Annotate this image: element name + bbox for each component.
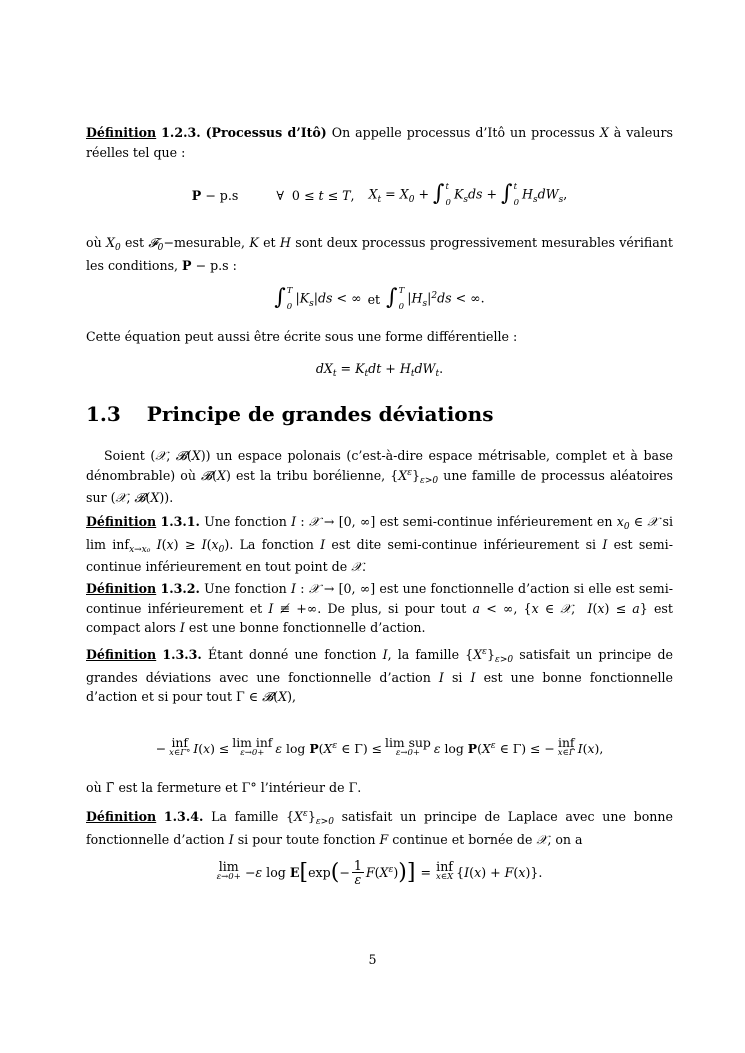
text: si lim inf bbox=[86, 514, 673, 552]
text: sont deux processus progressivement mesurables vérifiant les conditions, bbox=[86, 235, 673, 273]
definition-1-3-4: Définition 1.3.4. La famille $\{X^\varepsilon\}_{\varepsilon>0}$ satisfait un principe de Laplace avec une bonne fonctionnelle d’action I si pour toute fonction F continue et bornée de 𝒳, on a bbox=[86, 809, 673, 847]
text: Étant donné une fonction bbox=[207, 647, 377, 662]
text: est une bonne fonctionnelle d’action. bbox=[188, 620, 426, 635]
equation-laplace: lim ε→0+ −ε log E [ exp ( − $\frac{1}{\varepsilon}$ $F(X^\varepsilon)$ ) ] = inf x∈X {I(x) + F(x)}. bbox=[216, 857, 543, 887]
text: satisfait un principe de grandes déviations avec une fonctionnelle d’action bbox=[86, 647, 673, 685]
text: , on a bbox=[547, 831, 583, 847]
definition-label: Définition bbox=[86, 809, 157, 824]
definition-label: Définition bbox=[86, 581, 157, 596]
text: est une fonctionnelle d’action si elle est semi-continue inférieurement et bbox=[86, 581, 673, 616]
text: si pour toute fonction bbox=[237, 831, 376, 847]
definition-1-3-3: Définition 1.3.3. Étant donné une fonction I, la famille $\{X^\varepsilon\}_{\varepsilon>0}$ satisfait un principe de grandes déviations avec une fonctionnelle d’action I si I est une bonne fonctionnelle d’action et si pour tout Γ ∈ 𝓑(X), bbox=[86, 647, 673, 704]
paragraph-soient: Soient (𝒳, 𝓑(X)) un espace polonais (c’est-à-dire espace métrisable, complet et à base dénombrable) où 𝓑(X) est la tribu borélienne, $\{X^\varepsilon\}_{\varepsilon>0}$ une famille de processus aléatoires sur (𝒳, 𝓑(X)). bbox=[86, 448, 673, 505]
equation-ito: P − p.s ∀ 0 ≤ t ≤ T, $X_t = X_0$ + ∫ t 0 $K_sds$ + ∫ t 0 $H_sdW_s$, bbox=[191, 180, 568, 208]
text: une famille de processus aléatoires sur bbox=[86, 467, 673, 505]
section-heading bbox=[86, 402, 493, 426]
paragraph-closure: où Γ̄ est la fermeture et Γ° l’intérieur de Γ. bbox=[86, 780, 362, 795]
definition-label: Définition bbox=[86, 647, 157, 662]
text: est bbox=[125, 235, 145, 250]
text: Soient bbox=[104, 448, 145, 463]
equation-ldp: − inf x∈Γ° I(x) ≤ lim inf ε→0+ ε $\log P(X^\varepsilon$ ∈ Γ) ≤ lim sup ε→0+ ε $\log P(X^\varepsilon$ ∈ Γ) ≤ − inf x∈Γ̄ I(x), bbox=[155, 735, 604, 758]
text: est semi-continue inférieurement en tout point de bbox=[86, 536, 673, 574]
definition-title: (Processus d’Itô) bbox=[205, 125, 327, 140]
equation-differential: $dX_t = K_tdt + H_tdW_t$. bbox=[315, 360, 444, 379]
text: . La fonction bbox=[229, 536, 314, 552]
text: est dite semi-continue inférieurement si bbox=[331, 536, 597, 552]
text: −mesurable, bbox=[163, 235, 245, 250]
page-number: 5 bbox=[368, 952, 377, 967]
definition-number: 1.2.3. bbox=[161, 125, 201, 140]
equation-integrability: ∫ T 0 $|K_s|ds$ < ∞ et ∫ T 0 $|H_s|^2ds$ < ∞. bbox=[274, 284, 485, 312]
paragraph-differential: Cette équation peut aussi être écrite sous une forme différentielle : bbox=[86, 329, 518, 344]
definition-text: à valeurs réelles tel que : bbox=[86, 125, 673, 160]
definition-number: 1.3.2. bbox=[160, 581, 200, 596]
text: est une bonne fonctionnelle d’action et si pour tout bbox=[86, 669, 673, 704]
text: satisfait un principe de Laplace avec une bonne fonctionnelle d’action bbox=[86, 809, 673, 847]
text: − p.s : bbox=[195, 257, 237, 273]
definition-1-3-2: Définition 1.3.2. Une fonction I : 𝒳 → [0, ∞] est une fonctionnelle d’action si elle est semi-continue inférieurement et I ≢ +∞. De plus, si pour tout a < ∞, {x ∈ 𝒳, I(x) ≤ a} est compact alors I est une bonne fonctionnelle d’action. bbox=[86, 581, 673, 635]
definition-number: 1.3.1. bbox=[160, 514, 200, 529]
definition-number: 1.3.4. bbox=[163, 809, 204, 824]
text: si bbox=[451, 669, 463, 685]
definition-1-2-3: Définition 1.2.3. (Processus d’Itô) On appelle processus d’Itô un processus X à valeurs réelles tel que : bbox=[86, 125, 673, 160]
text: est la tribu borélienne, bbox=[235, 467, 386, 483]
text: La famille bbox=[211, 809, 279, 824]
text: Une fonction bbox=[204, 514, 287, 529]
definition-label: Définition bbox=[86, 514, 157, 529]
section-title: Principe de grandes déviations bbox=[146, 402, 494, 426]
text: . De plus, si pour tout bbox=[317, 600, 467, 616]
text: est semi-continue inférieurement en bbox=[379, 514, 613, 529]
text: et bbox=[263, 235, 276, 250]
text: est compact alors bbox=[86, 600, 673, 635]
text: est la fermeture et bbox=[118, 780, 238, 795]
text: l’intérieur de bbox=[260, 780, 345, 795]
definition-text: On appelle processus d’Itô un processus bbox=[331, 125, 595, 140]
text: où bbox=[86, 780, 102, 795]
text: et bbox=[367, 291, 381, 307]
definition-label: Définition bbox=[86, 125, 157, 140]
paragraph-conditions: où $X_0$ est 𝓕$_0$−mesurable, K et H sont deux processus progressivement mesurables vérifiant les conditions, P − p.s : bbox=[86, 235, 673, 273]
text: Une fonction bbox=[204, 581, 287, 596]
text: un espace polonais (c’est-à-dire espace métrisable, complet et à base dénombrable) où bbox=[86, 448, 673, 483]
section-number: 1.3 bbox=[86, 402, 121, 426]
definition-1-3-1: Définition 1.3.1. Une fonction I : 𝒳 → [0, ∞] est semi-continue inférieurement en $x_0$ ∈ 𝒳 si lim inf$_{x\to x_0}$ $I(x) \ge I(x_0)$. La fonction I est dite semi-continue inférieurement si I est semi-continue inférieurement en tout point de 𝒳. bbox=[86, 514, 673, 574]
definition-number: 1.3.3. bbox=[162, 647, 202, 662]
text: , la famille bbox=[387, 647, 460, 662]
text: continue et bornée de bbox=[392, 831, 533, 847]
